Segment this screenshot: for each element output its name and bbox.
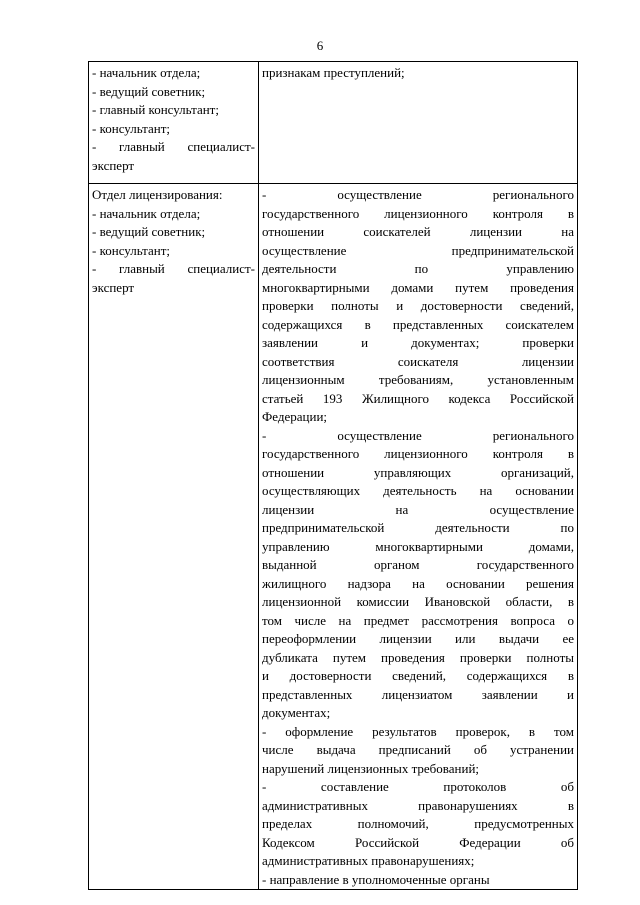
duty-text-line: переоформлении лицензии или выдачи ее [262, 631, 574, 646]
position-text-line: - начальник отдела; [92, 65, 201, 80]
duty-text-line: деятельности по управлению [262, 261, 574, 276]
duty-text-line: государственного лицензионного контроля в [262, 446, 574, 461]
duty-text-line: - оформление результатов проверок, в том [262, 723, 574, 739]
duty-text-line: административных правонарушениях; [262, 853, 475, 868]
duty-text-line: жилищного надзора на основании решения [262, 575, 574, 591]
duty-text-line: - осуществление регионального [262, 187, 574, 202]
duty-text-line: том числе на предмет рассмотрения вопроса о [262, 612, 574, 628]
position-text-line: - ведущий советник; [92, 83, 206, 99]
duty-text-line: отношении управляющих организаций, [262, 464, 574, 480]
duty-text-line: - направление в уполномоченные органы [262, 871, 490, 887]
duty-text-line: дубликата путем проведения проверки полноты [262, 649, 574, 665]
duty-text-line: пределах полномочий, предусмотренных [262, 816, 574, 831]
duty-text-line: соответствия соискателя лицензии [262, 353, 574, 369]
position-text-line: - консультант; [92, 120, 170, 136]
duty-text-line: Кодексом Российской Федерации об [262, 834, 574, 850]
position-text-line: - главный специалист- [92, 261, 255, 276]
duty-text-line: и достоверности сведений, содержащихся в [262, 668, 574, 683]
duty-text-line: проверки полноты и достоверности сведений, [262, 298, 574, 313]
duties-cell [259, 62, 578, 184]
position-text-line: эксперт [92, 279, 135, 295]
duty-text-line: управлению многоквартирными домами, [262, 538, 574, 554]
duty-text-line: - составление протоколов об [262, 779, 574, 794]
position-text-line: эксперт [92, 157, 135, 173]
duty-text-line: Федерации; [262, 409, 328, 424]
duty-text-line: многоквартирными домами путем проведения [262, 279, 574, 295]
positions-cell [89, 62, 259, 184]
duty-text-line: административных правонарушениях в [262, 797, 574, 813]
duty-text-line: осуществляющих деятельность на основании [262, 483, 574, 498]
position-text-line: - начальник отдела; [92, 205, 201, 221]
position-text-line: - консультант; [92, 242, 170, 258]
duty-text-line: - осуществление регионального [262, 427, 574, 443]
table-row [89, 184, 578, 890]
duty-text-line: осуществление предпринимательской [262, 242, 574, 258]
positions-cell [89, 184, 259, 890]
table-row [89, 62, 578, 184]
duty-text-line: признакам преступлений; [262, 65, 405, 80]
duty-text-line: заявлении и документах; проверки [262, 335, 574, 350]
duty-text-line: документах; [262, 705, 331, 720]
duty-text-line: содержащихся в представленных соискателем [262, 316, 574, 332]
position-text-line: Отдел лицензирования: [92, 187, 223, 202]
duty-text-line: лицензионной комиссии Ивановской области, в [262, 594, 574, 609]
duty-text-line: выданной органом государственного [262, 557, 574, 572]
duty-text-line: отношении соискателей лицензии на [262, 224, 574, 239]
position-text-line: - главный специалист- [92, 139, 255, 154]
duty-text-line: представленных лицензиатом заявлении и [262, 686, 574, 702]
page-number: 6 [316, 38, 324, 53]
duty-text-line: числе выдача предписаний об устранении [262, 742, 574, 757]
duty-text-line: нарушений лицензионных требований; [262, 760, 480, 776]
duty-text-line: государственного лицензионного контроля в [262, 205, 574, 221]
position-text-line: - ведущий советник; [92, 224, 206, 239]
duty-text-line: лицензионным требованиям, установленным [262, 372, 574, 387]
position-text-line: - главный консультант; [92, 102, 219, 117]
responsibilities-table [88, 61, 578, 890]
duty-text-line: статьей 193 Жилищного кодекса Российской [262, 390, 574, 406]
duty-text-line: лицензии на осуществление [262, 501, 574, 517]
duties-cell [259, 184, 578, 890]
duty-text-line: предпринимательской деятельности по [262, 520, 574, 535]
